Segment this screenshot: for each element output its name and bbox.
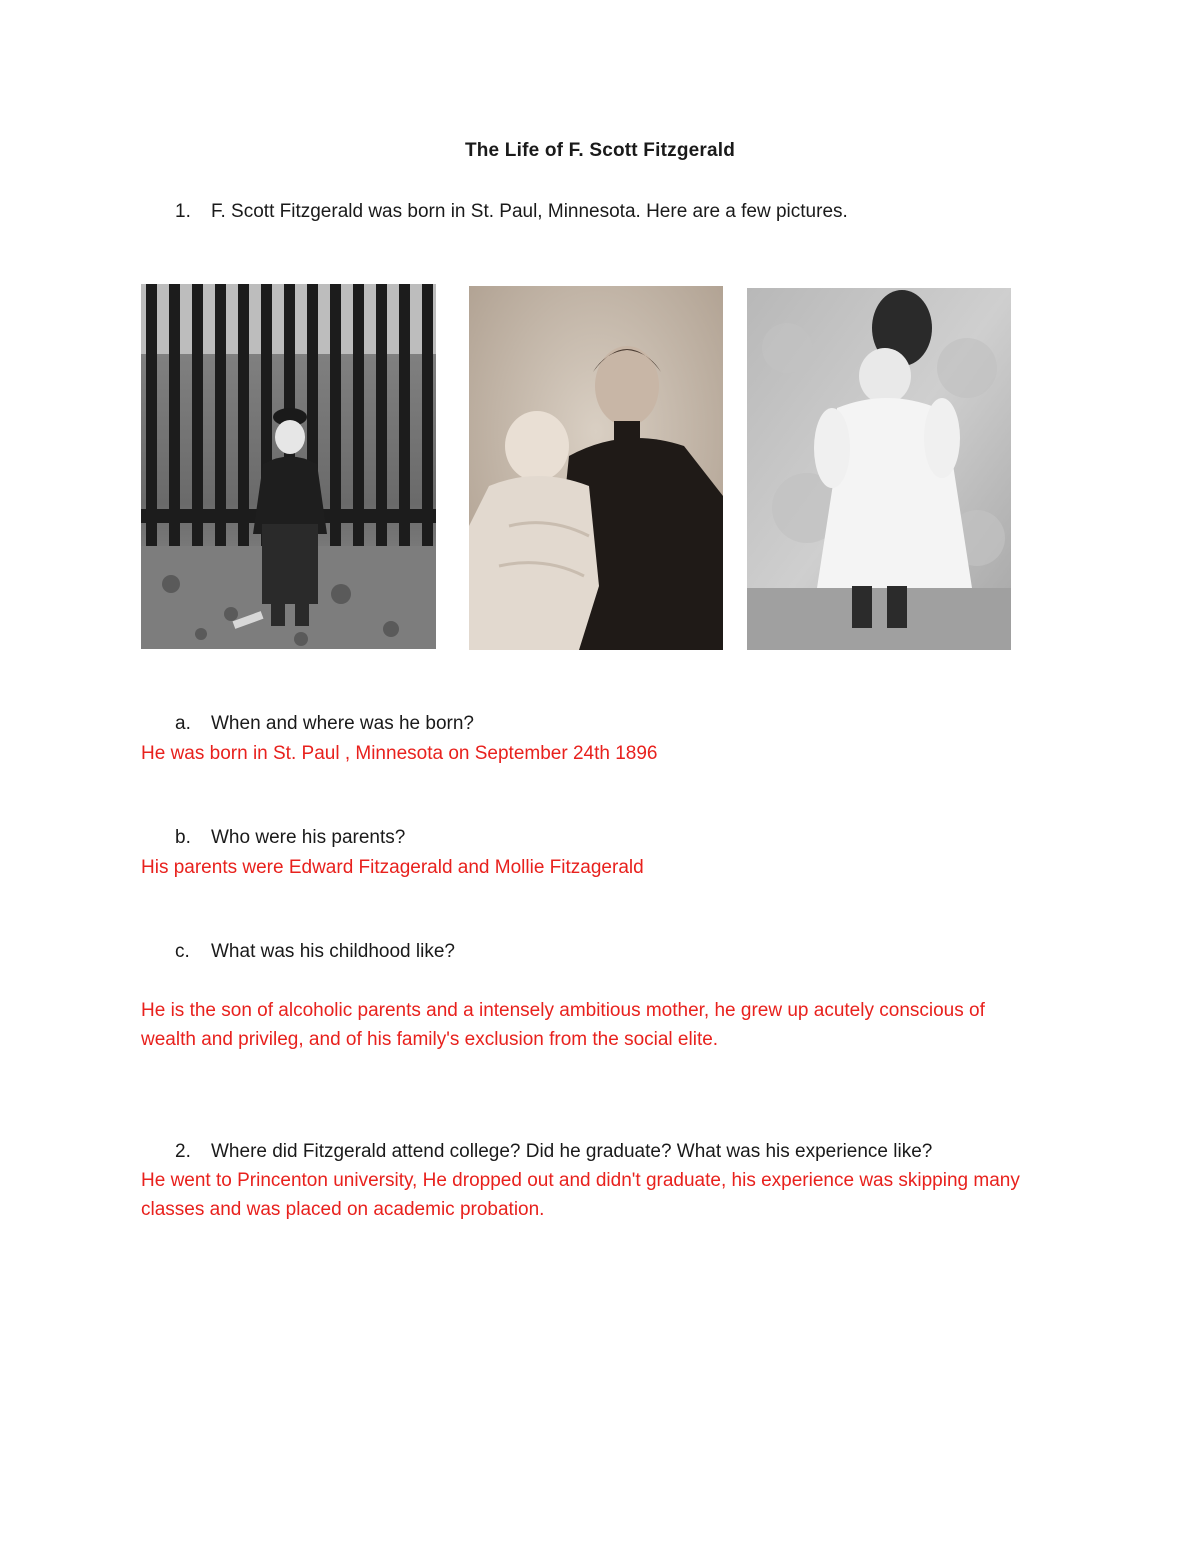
sub-question-text: Who were his parents? [211,827,406,848]
question-number: 1. [175,201,191,222]
sub-question-a [175,710,474,738]
sub-question-text: What was his childhood like? [211,941,455,962]
toddler-in-white-dress-photo [747,288,1011,650]
sub-question-letter: c. [175,941,190,962]
sub-question-letter: b. [175,827,191,848]
sub-question-text: When and where was he born? [211,713,474,734]
page-title: The Life of F. Scott Fitzgerald [464,140,736,161]
boy-by-fence-photo [141,284,436,649]
answer-b: His parents were Edward Fitzagerald and Mollie Fitzagerald [141,857,644,878]
sub-question-letter: a. [175,713,191,734]
question-2 [175,1138,932,1166]
answer-c: He is the son of alcoholic parents and a intensely ambitious mother, he grew up acutely conscious of wealth and privileg, and of his family's exclusion from the social elite. [141,1000,985,1050]
answer-a: He was born in St. Paul , Minnesota on September 24th 1896 [141,743,658,764]
question-text: Where did Fitzgerald attend college? Did he graduate? What was his experience like? [211,1141,933,1162]
sub-question-c [175,938,455,966]
question-1 [175,198,848,226]
answer-2: He went to Princenton university, He dropped out and didn't graduate, his experience was skipping many classes and was placed on academic probation. [141,1170,1020,1220]
question-text: F. Scott Fitzgerald was born in St. Paul, Minnesota. Here are a few pictures. [211,201,848,222]
sub-question-b [175,824,405,852]
question-number: 2. [175,1141,191,1162]
mother-and-baby-photo [469,286,723,650]
